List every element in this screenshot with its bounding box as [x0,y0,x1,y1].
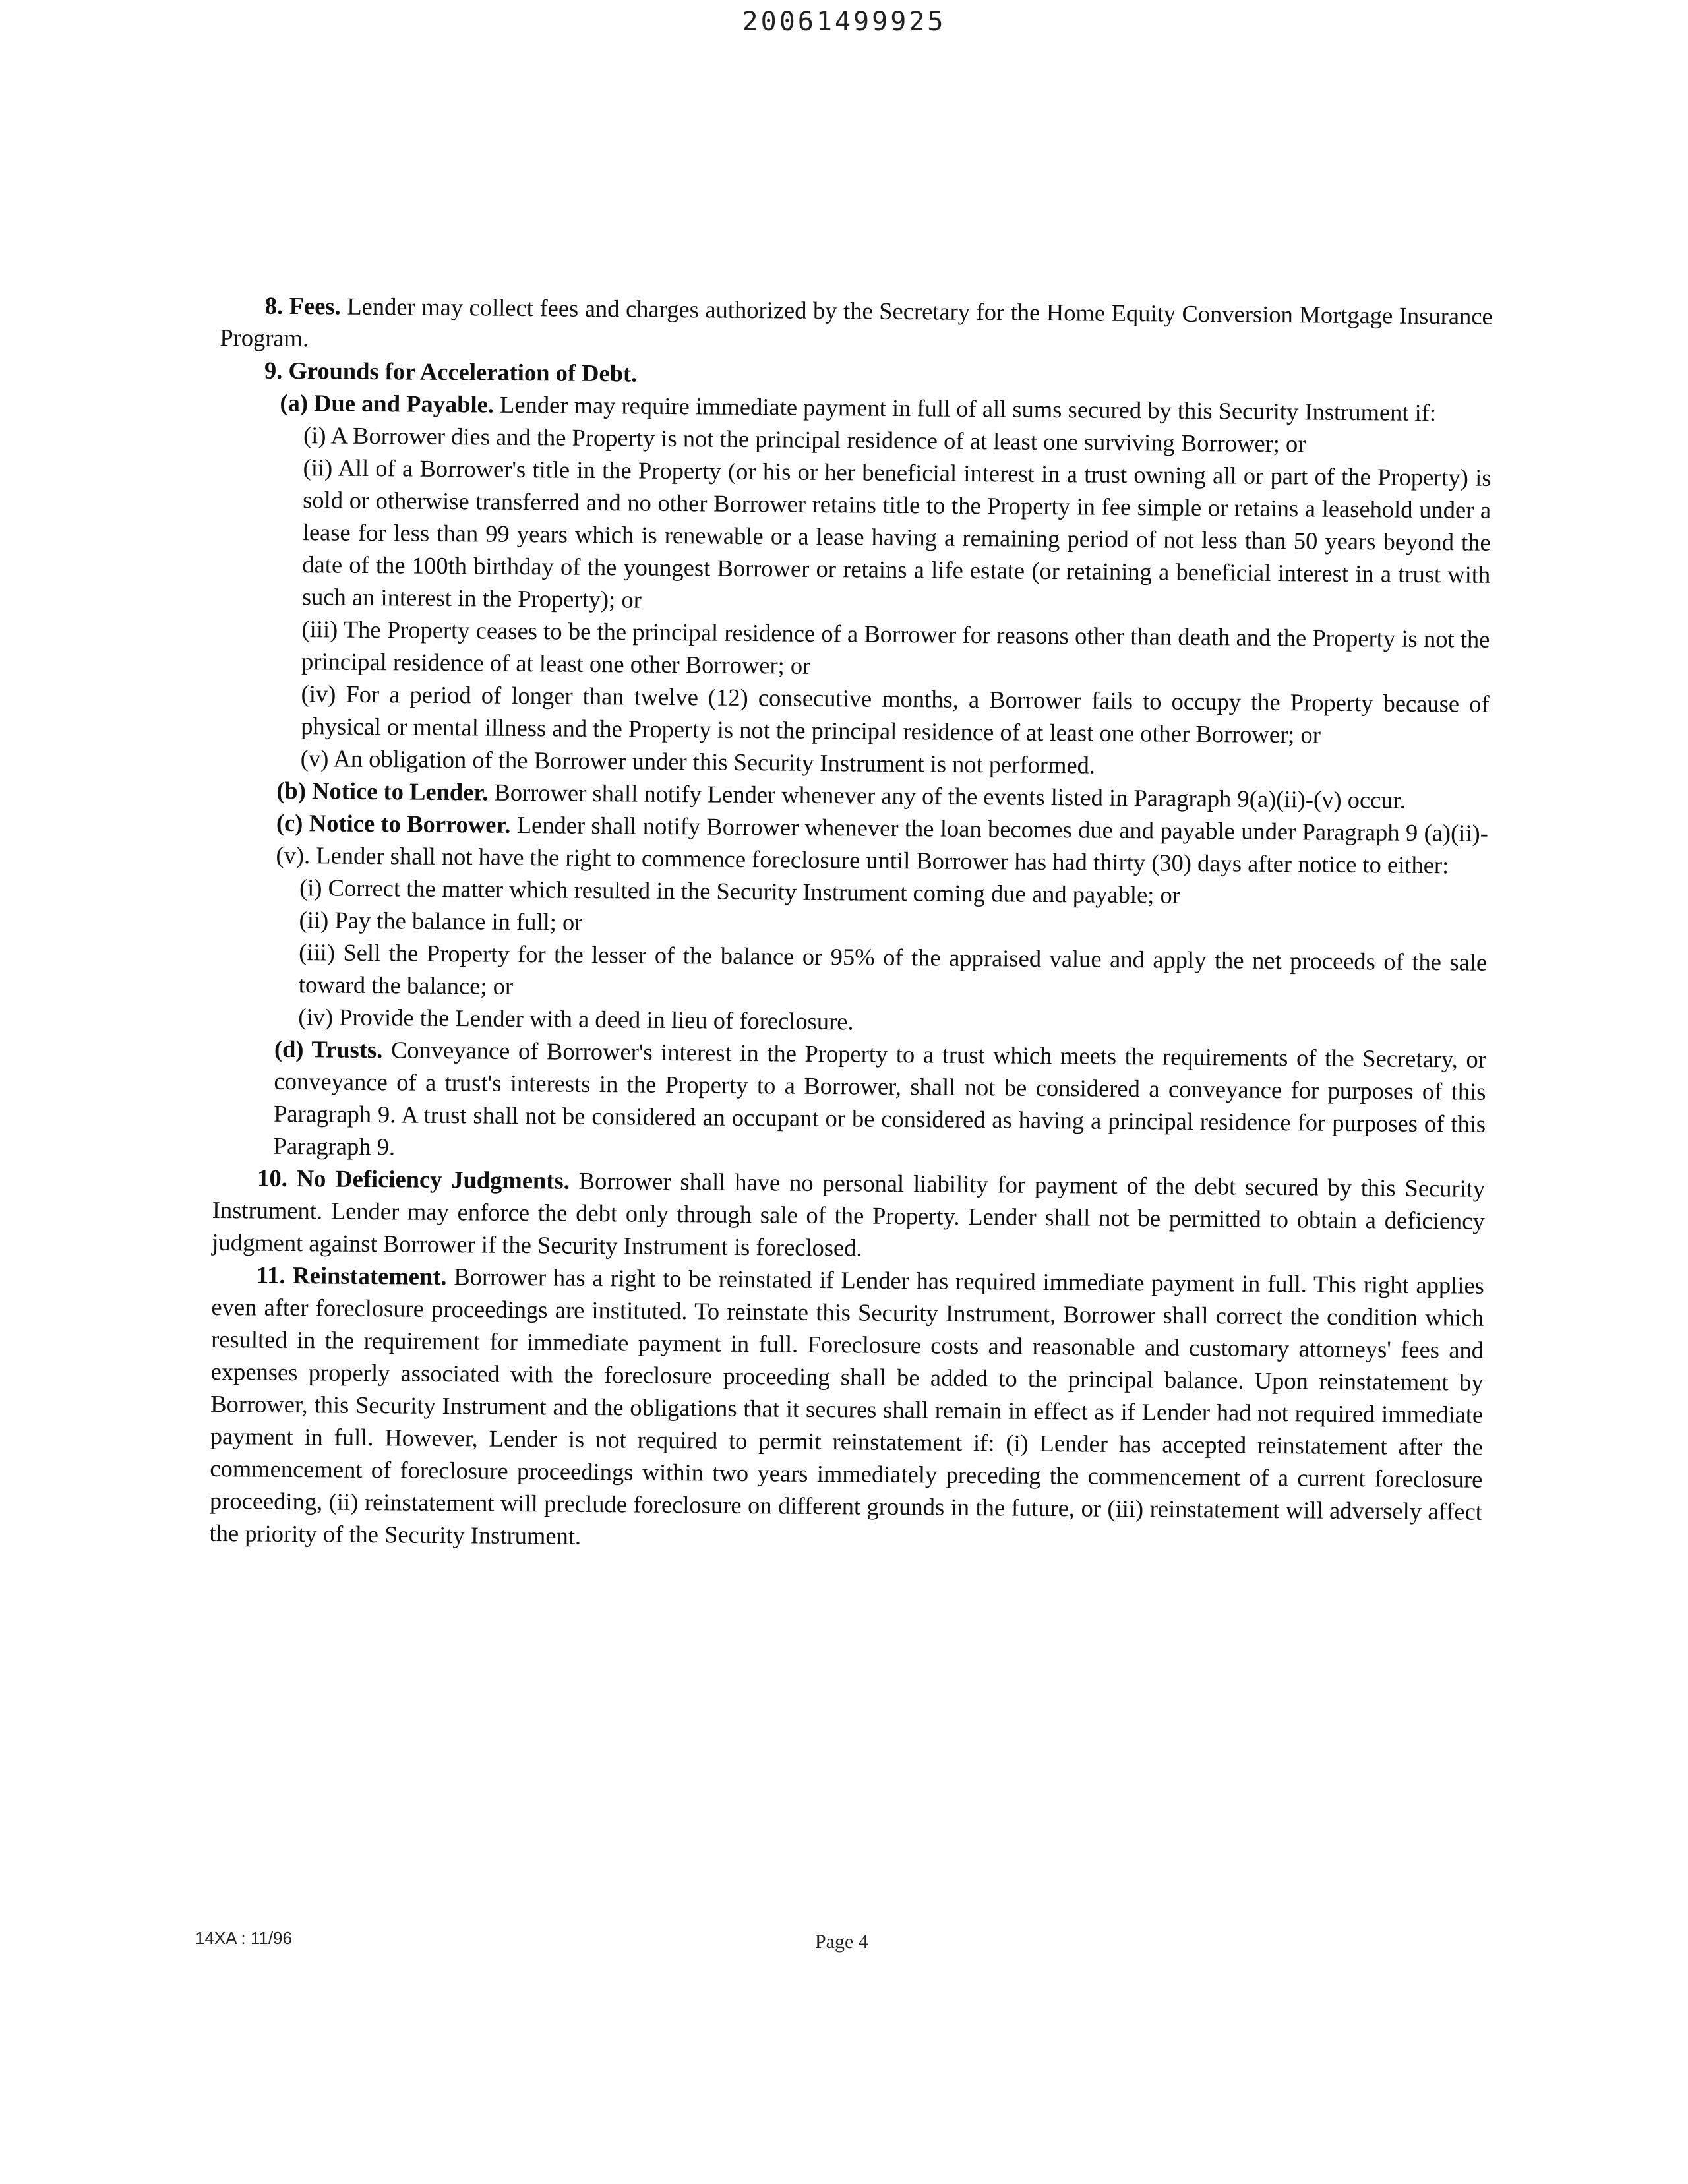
section-text: Conveyance of Borrower's interest in the Property to a trust which meets the requirements of the Secretary, or conveyance of a trust's interests in the Property to a Borrower, shall not be considered a conveyance for purposes of this Paragraph 9. A trust shall not be considered an occupant or be considered as having a principal residence for purposes of this Paragraph 9. [273,1036,1487,1161]
list-item: (iii) Sell the Property for the lesser of the balance or 95% of the appraised value and apply the net proceeds of the sale toward the balance; or [298,938,1488,1000]
section-text: Borrower shall notify Lender whenever any of the events listed in Paragraph 9(a)(ii)-(v) occur. [494,778,1406,814]
list-item: (ii) Pay the balance in full; or [299,906,583,936]
list-item: (iv) Provide the Lender with a deed in lieu of foreclosure. [298,1003,854,1035]
form-code: 14XA : 11/96 [195,1928,292,1948]
section-heading: 11. Reinstatement. [256,1261,447,1290]
section-9d [212,1032,1486,1172]
section-10 [212,1161,1485,1269]
section-11 [209,1258,1484,1560]
page-number: Page 4 [815,1931,868,1953]
list-item: (ii) All of a Borrower's title in the Property (or his or her beneficial interest in a trust owning all or part of the Property) is sold or otherwise transferred and no other Borrower retains title to the Property in fee simple or retains a leasehold under a lease for less than 99 years which is renewable or a lease having a remaining period of not less than 50 years beyond the date of the 100th birthday of the youngest Borrower or retains a life estate (or retaining a beneficial interest in a trust with such an interest in the Property); or [301,454,1492,613]
section-heading: (d) Trusts. [274,1035,383,1064]
list-item: (v) An obligation of the Borrower under this Security Instrument is not performed. [300,744,1096,779]
section-8 [220,289,1493,365]
list-item: (i) A Borrower dies and the Property is not the principal residence of at least one surviving Borrower; or [303,421,1306,458]
section-heading: (c) Notice to Borrower. [276,808,511,838]
section-text: Borrower has a right to be reinstated if Lender has required immediate payment in full. This right applies even after foreclosure proceedings are instituted. To reinstate this Security Instrument, Borrower shall correct the condition which resulted in the requirement for immediate payment in full. Foreclosure costs and reasonable and customary attorneys' fees and expenses properly associated with the foreclosure proceeding shall be added to the principal balance. Upon reinstatement by Borrower, this Security Instrument and the obligations that it secures shall remain in effect as if Lender had not required immediate payment in full. However, Lender is not required to permit reinstatement if: (i) Lender has accepted reinstatement after the commencement of foreclosure proceedings within two years immediately preceding the commencement of a current foreclosure proceeding, (ii) reinstatement will preclude foreclosure on different grounds in the future, or (iii) reinstatement will adversely affect the priority of the Security Instrument. [209,1263,1485,1550]
section-text: Lender may collect fees and charges authorized by the Secretary for the Home Equity Conversion Mortgage Insurance Program. [220,292,1493,352]
section-heading: 9. Grounds for Acceleration of Debt. [264,356,638,387]
section-text: Lender may require immediate payment in full of all sums secured by this Security Instrument if: [499,390,1437,427]
document-number: 20061499925 [742,7,946,37]
list-item: (iv) For a period of longer than twelve (12) consecutive months, a Borrower fails to occupy the Property because of physical or mental illness and the Property is not the principal residence of at least one other Borrower; or [301,680,1490,748]
list-item: (i) Correct the matter which resulted in the Security Instrument coming due and payable; or [299,874,1181,909]
section-heading: (a) Due and Payable. [280,388,495,418]
section-heading: (b) Notice to Lender. [276,776,489,806]
section-heading: 10. No Deficiency Judgments. [257,1164,570,1194]
section-text: Lender shall notify Borrower whenever the loan becomes due and payable under Paragraph 9 (a)(ii)-(v). Lender shall not have the right to commence foreclosure until Borrower has had thirty (30) days after notice to either: [276,810,1489,879]
document-body [209,289,1493,1560]
section-9c [215,806,1488,882]
section-text: Borrower shall have no personal liability for payment of the debt secured by this Security Instrument. Lender may enforce the debt only through sale of the Property. Lender shall not be permitted to obtain a deficiency judgment against Borrower if the Security Instrument is foreclosed. [212,1167,1486,1261]
list-item: (iii) The Property ceases to be the principal residence of a Borrower for reasons other than death and the Property is not the principal residence of at least one other Borrower; or [301,615,1490,679]
section-heading: 8. Fees. [264,291,341,320]
